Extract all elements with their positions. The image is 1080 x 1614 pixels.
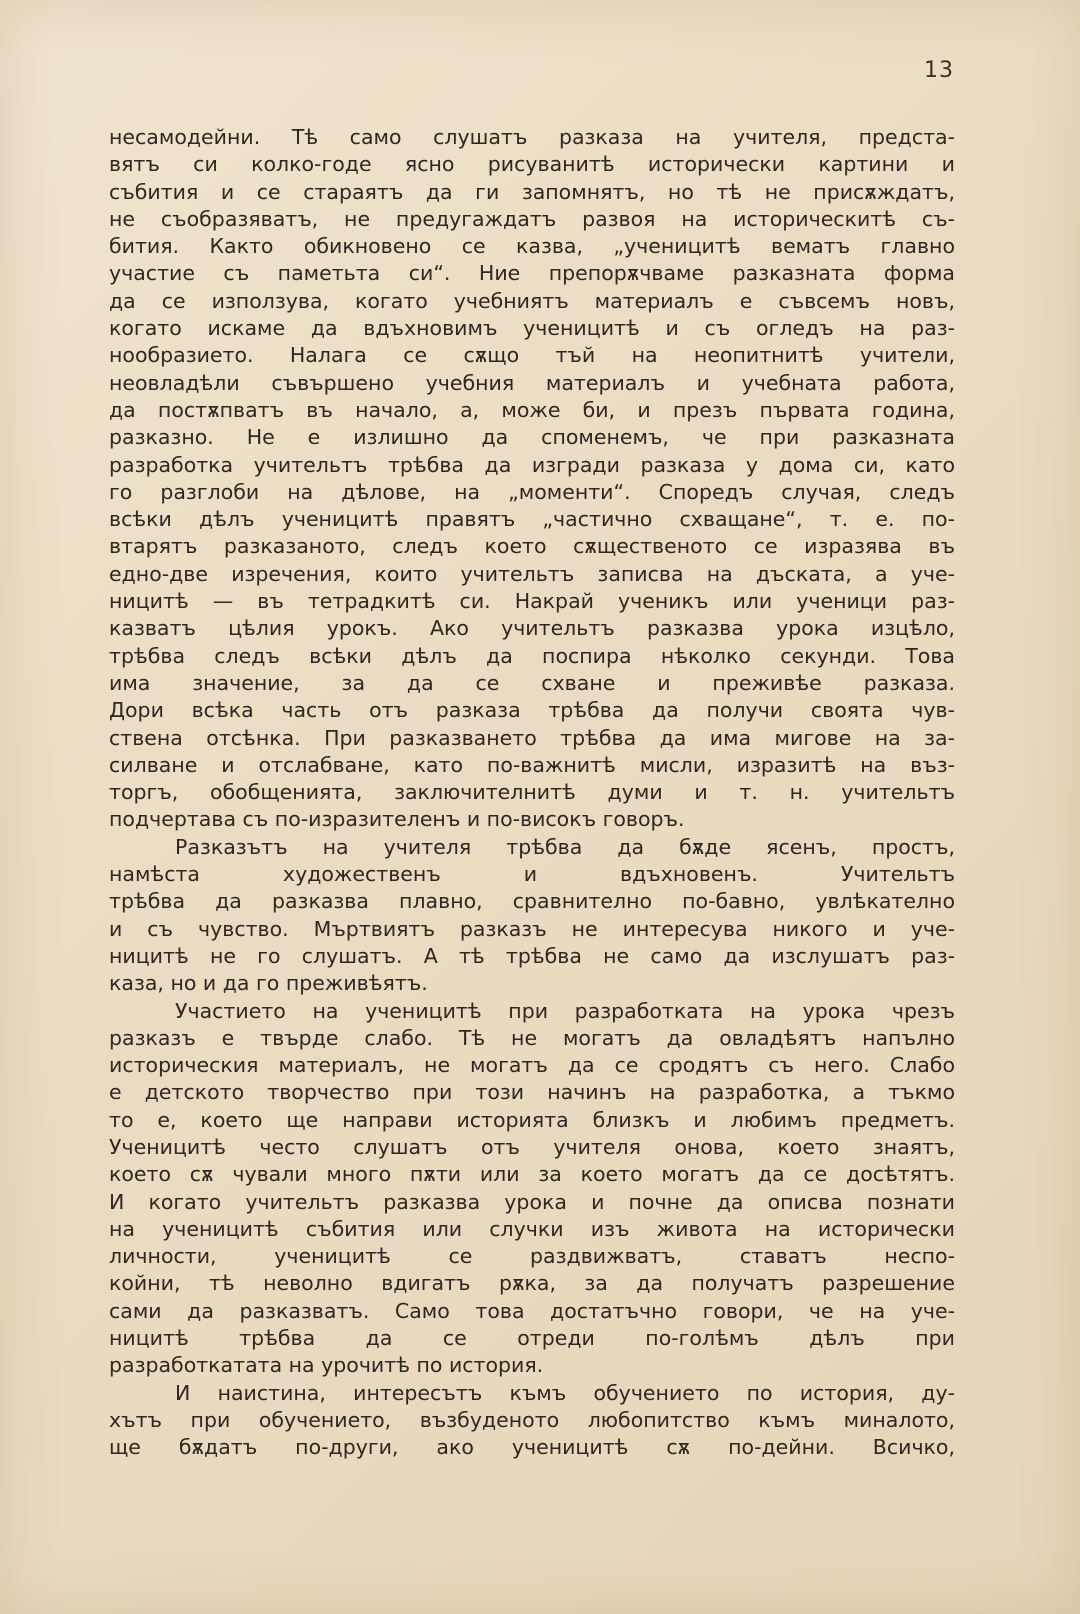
text-line: койни, тѣ неволно вдигатъ рѫка, за да получатъ разрешение [109,1271,955,1296]
text-line: силване и отслабване, като по-важнитѣ мисли, изразитѣ на въз- [109,752,955,777]
text-line: едно-две изречения, които учительтъ записва на дъската, а уче- [109,561,955,586]
text-line: И когато учительтъ разказва урока и почне да описва познати [109,1189,955,1214]
text-line: подчертава съ по-изразителенъ и по-високъ говоръ. [109,807,685,832]
text-line: личности, ученицитѣ се раздвижватъ, ставатъ неспо- [109,1244,955,1269]
text-line: втарятъ разказаното, следъ което сѫщественото се изразява въ [109,534,955,559]
text-line: Участието на ученицитѣ при разработката на урока чрезъ [175,998,955,1023]
text-line: несамодейни. Тѣ само слушатъ разказа на учителя, предста- [109,125,955,149]
text-line: то е, което ще направи историята близкъ и любимъ предметъ. [109,1107,955,1132]
text-line: го разглоби на дѣлове, на „моменти“. Споредъ случая, следъ [109,479,955,504]
text-line: да постѫпватъ въ начало, а, може би, и презъ първата година, [109,397,955,422]
body-text [109,124,955,1462]
text-line: разказно. Не е излишно да споменемъ, че при разказната [109,425,955,450]
text-line: ницитѣ — въ тетрадкитѣ си. Накрай ученикъ или ученици раз- [109,589,955,614]
text-line: всѣки дѣлъ ученицитѣ правятъ „частично схващане“, т. е. по- [109,507,955,532]
text-line: Ученицитѣ често слушатъ отъ учителя онова, което знаятъ, [109,1134,955,1159]
text-line: вятъ си колко-годе ясно рисуванитѣ исторически картини и [109,152,955,177]
text-line: разработкатата на урочитѣ по история. [109,1353,544,1378]
text-line: разработка учительтъ трѣбва да изгради разказа у дома си, като [109,452,955,477]
text-line: да се използува, когато учебниятъ материалъ е съвсемъ новъ, [109,288,955,313]
text-line: разказъ е твърде слабо. Тѣ не могатъ да овладѣятъ напълно [109,1025,955,1050]
text-line: е детското творчество при този начинъ на разработка, а тъкмо [109,1080,955,1105]
text-line: ствена отсѣнка. При разказването трѣбва да има мигове на за- [109,725,955,750]
text-line: когато искаме да вдъхновимъ ученицитѣ и съ огледъ на раз- [109,316,955,341]
text-line: историческия материалъ, не могатъ да се сродятъ съ него. Слабо [109,1053,955,1078]
text-line: ницитѣ трѣбва да се отреди по-голѣмъ дѣлъ при [109,1326,955,1351]
text-line: участие съ паметьта си“. Ние препорѫчваме разказната форма [109,261,955,286]
text-line: и съ чувство. Мъртвиятъ разказъ не интересува никого и уче- [109,916,955,941]
text-line: торгъ, обобщенията, заключителнитѣ думи и т. н. учительтъ [109,780,955,805]
text-line: хътъ при обучението, възбуденото любопитство къмъ миналото, [109,1407,955,1432]
text-line: бития. Както обикновено се казва, „ученицитѣ вематъ главно [109,234,955,259]
text-line: ще бѫдатъ по-други, ако ученицитѣ сѫ по-дейни. Всичко, [109,1435,955,1460]
text-line: неовладѣли съвършено учебния материалъ и учебната работа, [109,370,955,395]
text-line: трѣбва следъ всѣки дѣлъ да поспира нѣколко секунди. Това [109,643,955,668]
text-line: ницитѣ не го слушатъ. А тѣ трѣбва не само да изслушатъ раз- [109,943,955,968]
text-line: нообразието. Налага се сѫщо тъй на неопитнитѣ учители, [109,343,955,368]
text-line: събития и се стараятъ да ги запомнятъ, но тѣ не присѫждатъ, [109,179,955,204]
text-line: което сѫ чували много пѫти или за което могатъ да се досѣтятъ. [109,1162,955,1187]
text-line: Дори всѣка часть отъ разказа трѣбва да получи своята чув- [109,698,955,723]
text-line: каза, но и да го преживѣятъ. [109,971,428,996]
text-line: на ученицитѣ събития или случки изъ живота на исторически [109,1216,955,1241]
text-line: казватъ цѣлия урокъ. Ако учительтъ разказва урока изцѣло, [109,616,955,641]
text-line: трѣбва да разказва плавно, сравнително по-бавно, увлѣкателно [109,889,955,914]
text-line: намѣста художественъ и вдъхновенъ. Учительтъ [109,862,955,887]
text-line: не съобразяватъ, не предугаждатъ развоя на историческитѣ съ- [109,206,955,231]
page-number: 13 [924,58,954,83]
text-line: има значение, за да се схване и преживѣе разказа. [109,670,955,695]
text-line: Разказътъ на учителя трѣбва да бѫде ясенъ, простъ, [175,834,955,859]
text-line: И наистина, интересътъ къмъ обучението по история, ду- [175,1380,955,1405]
text-line: сами да разказватъ. Само това достатъчно говори, че на уче- [109,1298,955,1323]
